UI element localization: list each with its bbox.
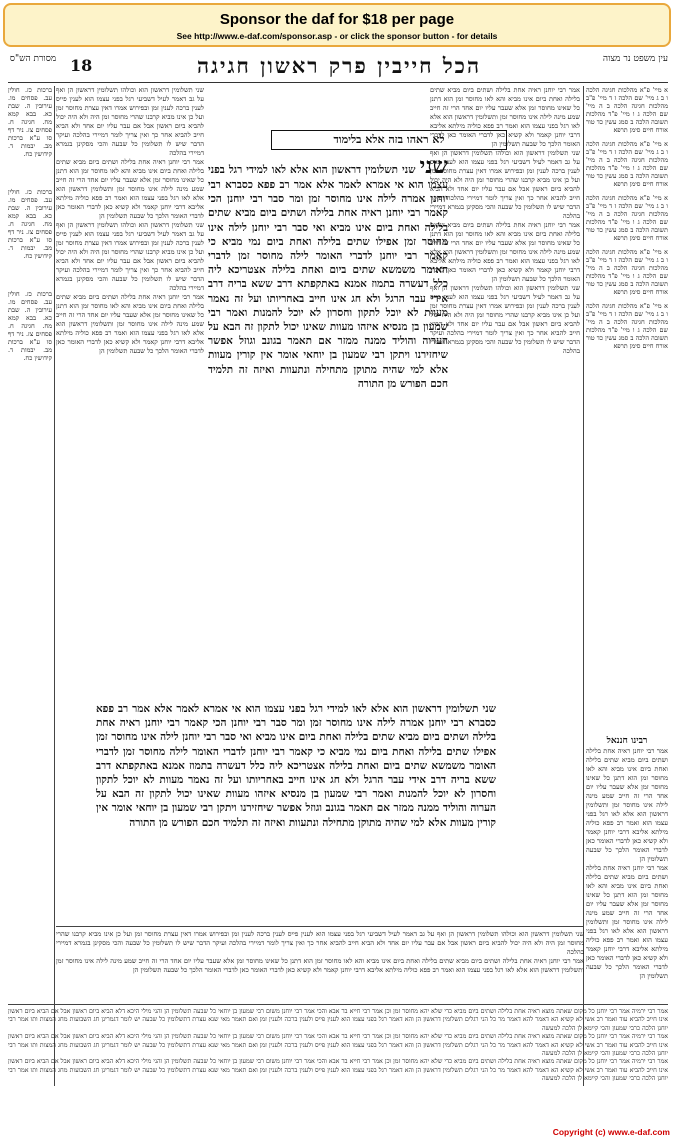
- lower-commentary-text: שני תשלומין דראשון הוא וכולהו תשלומין דראשון הן ואף על גב דאמר לעיל דשביעי רגל בפני עצמו הוא לענין פייס לענין ברכה לענין זמן ובפירוש אמרו דאין עצרת מחוסר זמן ועל כן אינו מביא קרבנו שהרי מחוסר זמן היה ולא היה יכול להביא ביום ראשון אבל אם עבר עליו יום אחד ולא הביא חייב להביא אחר כך ואין צריך לומר דמיירי בהלכה ועיקר הדבר שיש לו תשלומין כל שבעה והכי מסקינן בגמרא דמיירי בהלכה: [56, 930, 584, 956]
- gemara-text: שני תשלומין דראשון הוא אלא לאו למידי רגל בפני עצמו הוא אי אמרא לאמר אלא אמר רב פפא כסברא רבי יוחנן אמרה לילה אינו מחוסר זמן ומר סבר רבי יוחנן הכי קאמר רבי יוחנן ראיה אחת בלילה ושתים ביום מביא שתים בלילה ואחת ביום אינו מביא ואי סבר רבי יוחנן לילה אינו מחוסר זמן אפילו שתים בלילה ואחת ביום נמי מביא כי קאמר רבי יוחנן לדברי האומר לילה מחוסר זמן לדברי האומר משמשא שתים ביום ואחת בלילה אצטריכא ליה כלל דעשרה בתמוז אמנא באתקפתא דרב ששא בריה דרב אידי עבר הרגל ולא חג אינו חייב באחריותו ועל זה נאמר מעוות לא יוכל לתקון וחסרון לא יוכל להמנות ואמר רבי שמעון בן מנסיא איזהו מעוות שאינו יכול לתקון זה הבא על הערוה והוליד ממנה ממזר אם תאמר בגונב וגוזל אפשר שיחזירנו ויתקן רבי שמעון בן יוחאי אומר אין קורין מעוות אלא למי שהיה מתוקן מתחילה ונתעוות ואיזה זה תלמיד חכם הפורש מן התורה: [208, 164, 448, 390]
- bottom-section-rule: [8, 1004, 668, 1005]
- talmud-page: [8, 52, 668, 1124]
- sponsor-banner[interactable]: [3, 3, 671, 47]
- right-margin-text-cont2: א מיי' פ"א מהלכות חגיגה הלכה ו ב ג מיי' שם הלכה ז ד מיי' פ"ב מהלכות חגיגה הלכה ב ה מיי' שם הלכה ג ו מיי' פ"ד מהלכות תשובה הלכה ב סמג עשין כד טור אורח חיים סימן תרפא: [586, 194, 668, 242]
- lower-commentary: [56, 930, 584, 1000]
- tosafot-text-cont2: שני תשלומין דראשון הוא וכולהו תשלומין דראשון הן ואף על גב דאמר לעיל דשביעי רגל בפני עצמו הוא לענין פייס לענין ברכה לענין זמן ובפירוש אמרו דאין עצרת מחוסר זמן ועל כן אינו מביא קרבנו שהרי מחוסר זמן היה ולא היה יכול להביא ביום ראשון אבל אם עבר עליו יום אחד ולא הביא חייב להביא אחר כך ואין צריך לומר דמיירי בהלכה ועיקר הדבר שיש לו תשלומין כל שבעה והכי מסקינן בגמרא דמיירי בהלכה: [56, 221, 204, 292]
- right-margin-notes: [586, 86, 668, 726]
- rabbeinu-chananel-heading: רבינו חננאל: [606, 736, 648, 746]
- gemara-main: [208, 154, 448, 694]
- left-margin-text: ברכות כז. חולין עב. פסחים מו. עירובין ה. שבת כא. בבא קמא מח. חגיגה ח. פסחים צז. ניר דף סו ע"א ברכות מב. יבמות ד. קידושין כח.: [8, 86, 52, 158]
- right-margin-text: א מיי' פ"א מהלכות חגיגה הלכה ו ב ג מיי' שם הלכה ז ד מיי' פ"ב מהלכות חגיגה הלכה ב ה מיי' שם הלכה ג ו מיי' פ"ד מהלכות תשובה הלכה ב סמג עשין כד טור אורח חיים סימן תרפא: [586, 86, 668, 134]
- gemara-text-cont: שני תשלומין דראשון הוא אלא לאו למידי רגל בפני עצמו הוא אי אמרא לאמר אלא אמר רב פפא כסברא רבי יוחנן אמרה לילה אינו מחוסר זמן ומר סבר רבי יוחנן הכי קאמר רבי יוחנן ראיה אחת בלילה ושתים ביום מביא שתים בלילה ואחת ביום אינו מביא ואי סבר רבי יוחנן לילה אינו מחוסר זמן אפילו שתים בלילה ואחת ביום נמי מביא כי קאמר רבי יוחנן לדברי האומר לילה מחוסר זמן לדברי האומר משמשא שתים ביום ואחת בלילה אצטריכא ליה כלל דעשרה בתמוז אמנא באתקפתא דרב ששא בריה דרב אידי עבר הרגל ולא חג אינו חייב באחריותו ועל זה נאמר מעוות לא יוכל לתקון וחסרון לא יוכל להמנות ואמר רבי שמעון בן מנסיא איזהו מעוות שאינו יכול לתקון זה הבא על הערוה והוליד ממנה ממזר אם תאמר בגונב וגוזל אפשר שיחזירנו ויתקן רבי שמעון בן יוחאי אומר אין קורין מעוות אלא למי שהיה מתוקן מתחילה ונתעוות ואיזה זה תלמיד חכם הפורש מן התורה: [96, 703, 496, 829]
- masoret-label: מסורת הש"ס: [9, 54, 57, 64]
- sponsor-headline[interactable]: Sponsor the daf for $18 per page: [219, 11, 455, 28]
- tosafot-column: [56, 86, 204, 706]
- gemara-opening-word: שני: [419, 154, 448, 179]
- ein-mishpat-label: עין משפט נר מצוה: [602, 54, 668, 64]
- left-margin-text-cont: ברכות כז. חולין עב. פסחים מו. עירובין ה. שבת כא. בבא קמא מח. חגיגה ח. פסחים צז. ניר דף סו ע"א ברכות מב. יבמות ד. קידושין כח.: [8, 188, 52, 260]
- copyright-notice[interactable]: Copyright (c) www.e-daf.com: [552, 1127, 670, 1137]
- gemara-heading-box: לא ראהו בזה אלא בלימוד: [271, 130, 507, 150]
- right-margin-text-cont4: א מיי' פ"א מהלכות חגיגה הלכה ו ב ג מיי' שם הלכה ז ד מיי' פ"ב מהלכות חגיגה הלכה ב ה מיי' שם הלכה ג ו מיי' פ"ד מהלכות תשובה הלכה ב סמג עשין כד טור אורח חיים סימן תרפא: [586, 302, 668, 350]
- page-header: [8, 52, 668, 83]
- left-margin-divider: [54, 86, 55, 1086]
- tosafot-text-cont3: אמר רבי יוחנן ראיה אחת בלילה ושתים ביום מביא שתים בלילה ואחת ביום אינו מביא והא לאו מחוסר זמן הוא דתנן כל שאינו מחוסר זמן אלא שעבר עליו יום אחד הרי זה חייב שמע מינה לילה אינו מחוסר זמן ותשלומין דראשון הוא אלא לאו רגל בפני עצמו הוא ואמר רב פפא כוליה מילתא אליבא דרבי יוחנן קאמר ולא קשיא כאן לדברי האומר כאן לדברי האומר הלכך כל שבעה תשלומין הן: [56, 293, 204, 355]
- tosafot-text-cont: אמר רבי יוחנן ראיה אחת בלילה ושתים ביום מביא שתים בלילה ואחת ביום אינו מביא והא לאו מחוסר זמן הוא דתנן כל שאינו מחוסר זמן אלא שעבר עליו יום אחד הרי זה חייב שמע מינה לילה אינו מחוסר זמן ותשלומין דראשון הוא אלא לאו רגל בפני עצמו הוא ואמר רב פפא כוליה מילתא אליבא דרבי יוחנן קאמר ולא קשיא כאן לדברי האומר כאן לדברי האומר הלכך כל שבעה תשלומין הן: [56, 158, 204, 220]
- bottom-commentary-text-cont2: אמר רבי ירמיה אמר רבי יוחנן כל מקום שאתה מוצא ראיה אחת בלילה ושתים ביום מביא כדי שלא יהא מחוסר זמן וכן אמר רבי חייא בר אבא והכי אמר רבי יוחנן משום רבי שמעון בן יוחאי כל שבעה תשלומין הן והני מילי היכא דלא הביא ביום ראשון אבל אם הביא ביום ראשון אינו חייב להביא עוד ואמר רב אשי לא קשיא הא דאמר להא דאמר מר כל הני רגלים תשלומין דראשון הן והא דאמר רגל בפני עצמו הוא לענין פייס ולענין ברכה ולענין זמן ואם תאמר מאי שנא עצרת דתשלומין כל שבעה יש לומר דגמרינן חג השבועות מחג המצות ותו אמר רבי יוחנן הלכה כרבי שמעון והכי קיימא לן הלכה למעשה: [8, 1058, 668, 1083]
- bottom-commentary-text: אמר רבי ירמיה אמר רבי יוחנן כל מקום שאתה מוצא ראיה אחת בלילה ושתים ביום מביא כדי שלא יהא מחוסר זמן וכן אמר רבי חייא בר אבא והכי אמר רבי יוחנן משום רבי שמעון בן יוחאי כל שבעה תשלומין הן והני מילי היכא דלא הביא ביום ראשון אבל אם הביא ביום ראשון אינו חייב להביא עוד ואמר רב אשי לא קשיא הא דאמר להא דאמר מר כל הני רגלים תשלומין דראשון הן והא דאמר רגל בפני עצמו הוא לענין פייס ולענין ברכה ולענין זמן ואם תאמר מאי שנא עצרת דתשלומין כל שבעה יש לומר דגמרינן חג השבועות מחג המצות ותו אמר רבי יוחנן הלכה כרבי שמעון והכי קיימא לן הלכה למעשה: [8, 1008, 668, 1032]
- gemara-bottom-rule: [56, 926, 584, 927]
- bottom-commentary: [8, 1008, 668, 1120]
- bottom-commentary-text-cont: אמר רבי ירמיה אמר רבי יוחנן כל מקום שאתה מוצא ראיה אחת בלילה ושתים ביום מביא כדי שלא יהא מחוסר זמן וכן אמר רבי חייא בר אבא והכי אמר רבי יוחנן משום רבי שמעון בן יוחאי כל שבעה תשלומין הן והני מילי היכא דלא הביא ביום ראשון אבל אם הביא ביום ראשון אינו חייב להביא עוד ואמר רב אשי לא קשיא הא דאמר להא דאמר מר כל הני רגלים תשלומין דראשון הן והא דאמר רגל בפני עצמו הוא לענין פייס ולענין ברכה ולענין זמן ואם תאמר מאי שנא עצרת דתשלומין כל שבעה יש לומר דגמרינן חג השבועות מחג המצות ותו אמר רבי יוחנן הלכה כרבי שמעון והכי קיימא לן הלכה למעשה: [8, 1033, 668, 1058]
- lower-commentary-text-cont: אמר רבי יוחנן ראיה אחת בלילה ושתים ביום מביא שתים בלילה ואחת ביום אינו מביא והא לאו מחוסר זמן הוא דתנן כל שאינו מחוסר זמן אלא שעבר עליו יום אחד הרי זה חייב שמע מינה לילה אינו מחוסר זמן ותשלומין דראשון הוא אלא לאו רגל בפני עצמו הוא ואמר רב פפא כוליה מילתא אליבא דרבי יוחנן קאמר ולא קשיא כאן לדברי האומר כאן לדברי האומר הלכך כל שבעה תשלומין הן: [56, 957, 584, 974]
- page-title: הכל חייבין פרק ראשון חגיגה: [196, 53, 482, 78]
- right-margin-text-cont: א מיי' פ"א מהלכות חגיגה הלכה ו ב ג מיי' שם הלכה ז ד מיי' פ"ב מהלכות חגיגה הלכה ב ה מיי' שם הלכה ג ו מיי' פ"ד מהלכות תשובה הלכה ב סמג עשין כד טור אורח חיים סימן תרפא: [586, 140, 668, 188]
- right-margin-text-cont3: א מיי' פ"א מהלכות חגיגה הלכה ו ב ג מיי' שם הלכה ז ד מיי' פ"ב מהלכות חגיגה הלכה ב ה מיי' שם הלכה ג ו מיי' פ"ד מהלכות תשובה הלכה ב סמג עשין כד טור אורח חיים סימן תרפא: [586, 248, 668, 296]
- rashi-column: [430, 86, 580, 706]
- left-margin-text-cont2: ברכות כז. חולין עב. פסחים מו. עירובין ה. שבת כא. בבא קמא מח. חגיגה ח. פסחים צז. ניר דף סו ע"א ברכות מב. יבמות ד. קידושין כח.: [8, 290, 52, 362]
- rashi-text: אמר רבי יוחנן ראיה אחת בלילה ושתים ביום מביא שתים בלילה ואחת ביום אינו מביא והא לאו מחוסר זמן הוא דתנן כל שאינו מחוסר זמן אלא שעבר עליו יום אחד הרי זה חייב שמע מינה לילה אינו מחוסר זמן ותשלומין דראשון הוא אלא לאו רגל בפני עצמו הוא ואמר רב פפא כוליה מילתא אליבא דרבי יוחנן קאמר ולא קשיא כאן לדברי האומר כאן לדברי האומר הלכך כל שבעה תשלומין הן: [430, 86, 580, 148]
- rashi-text-cont2: אמר רבי יוחנן ראיה אחת בלילה ושתים ביום מביא שתים בלילה ואחת ביום אינו מביא והא לאו מחוסר זמן הוא דתנן כל שאינו מחוסר זמן אלא שעבר עליו יום אחד הרי זה חייב שמע מינה לילה אינו מחוסר זמן ותשלומין דראשון הוא אלא לאו רגל בפני עצמו הוא ואמר רב פפא כוליה מילתא אליבא דרבי יוחנן קאמר ולא קשיא כאן לדברי האומר כאן לדברי האומר הלכך כל שבעה תשלומין הן: [430, 221, 580, 283]
- gemara-continued: [96, 702, 496, 922]
- tosafot-text: שני תשלומין דראשון הוא וכולהו תשלומין דראשון הן ואף על גב דאמר לעיל דשביעי רגל בפני עצמו הוא לענין פייס לענין ברכה לענין זמן ובפירוש אמרו דאין עצרת מחוסר זמן ועל כן אינו מביא קרבנו שהרי מחוסר זמן היה ולא היה יכול להביא ביום ראשון אבל אם עבר עליו יום אחד ולא הביא חייב להביא אחר כך ואין צריך לומר דמיירי בהלכה ועיקר הדבר שיש לו תשלומין כל שבעה והכי מסקינן בגמרא דמיירי בהלכה: [56, 86, 204, 157]
- page-number: 18: [70, 56, 93, 75]
- sponsor-subline[interactable]: See http://www.e-daf.com/sponsor.asp - or click the sponsor button - for details: [176, 31, 498, 41]
- rashi-text-cont: שני תשלומין דראשון הוא וכולהו תשלומין דראשון הן ואף על גב דאמר לעיל דשביעי רגל בפני עצמו הוא לענין פייס לענין ברכה לענין זמן ובפירוש אמרו דאין עצרת מחוסר זמן ועל כן אינו מביא קרבנו שהרי מחוסר זמן היה ולא היה יכול להביא ביום ראשון אבל אם עבר עליו יום אחד ולא הביא חייב להביא אחר כך ואין צריך לומר דמיירי בהלכה ועיקר הדבר שיש לו תשלומין כל שבעה והכי מסקינן בגמרא דמיירי בהלכה: [430, 149, 580, 220]
- rabbeinu-chananel-text: אמר רבי יוחנן ראיה אחת בלילה ושתים ביום מביא שתים בלילה ואחת ביום אינו מביא והא לאו מחוסר זמן הוא דתנן כל שאינו מחוסר זמן אלא שעבר עליו יום אחד הרי זה חייב שמע מינה לילה אינו מחוסר זמן ותשלומין דראשון הוא אלא לאו רגל בפני עצמו הוא ואמר רב פפא כוליה מילתא אליבא דרבי יוחנן קאמר ולא קשיא כאן לדברי האומר כאן לדברי האומר הלכך כל שבעה תשלומין הן: [586, 747, 668, 863]
- rashi-text-cont3: שני תשלומין דראשון הוא וכולהו תשלומין דראשון הן ואף על גב דאמר לעיל דשביעי רגל בפני עצמו הוא לענין פייס לענין ברכה לענין זמן ובפירוש אמרו דאין עצרת מחוסר זמן ועל כן אינו מביא קרבנו שהרי מחוסר זמן היה ולא היה יכול להביא ביום ראשון אבל אם עבר עליו יום אחד ולא הביא חייב להביא אחר כך ואין צריך לומר דמיירי בהלכה ועיקר הדבר שיש לו תשלומין כל שבעה והכי מסקינן בגמרא דמיירי בהלכה: [430, 284, 580, 355]
- rabbeinu-chananel-text-cont: אמר רבי יוחנן ראיה אחת בלילה ושתים ביום מביא שתים בלילה ואחת ביום אינו מביא והא לאו מחוסר זמן הוא דתנן כל שאינו מחוסר זמן אלא שעבר עליו יום אחד הרי זה חייב שמע מינה לילה אינו מחוסר זמן ותשלומין דראשון הוא אלא לאו רגל בפני עצמו הוא ואמר רב פפא כוליה מילתא אליבא דרבי יוחנן קאמר ולא קשיא כאן לדברי האומר כאן לדברי האומר הלכך כל שבעה תשלומין הן: [586, 864, 668, 980]
- left-margin-notes: [8, 86, 52, 926]
